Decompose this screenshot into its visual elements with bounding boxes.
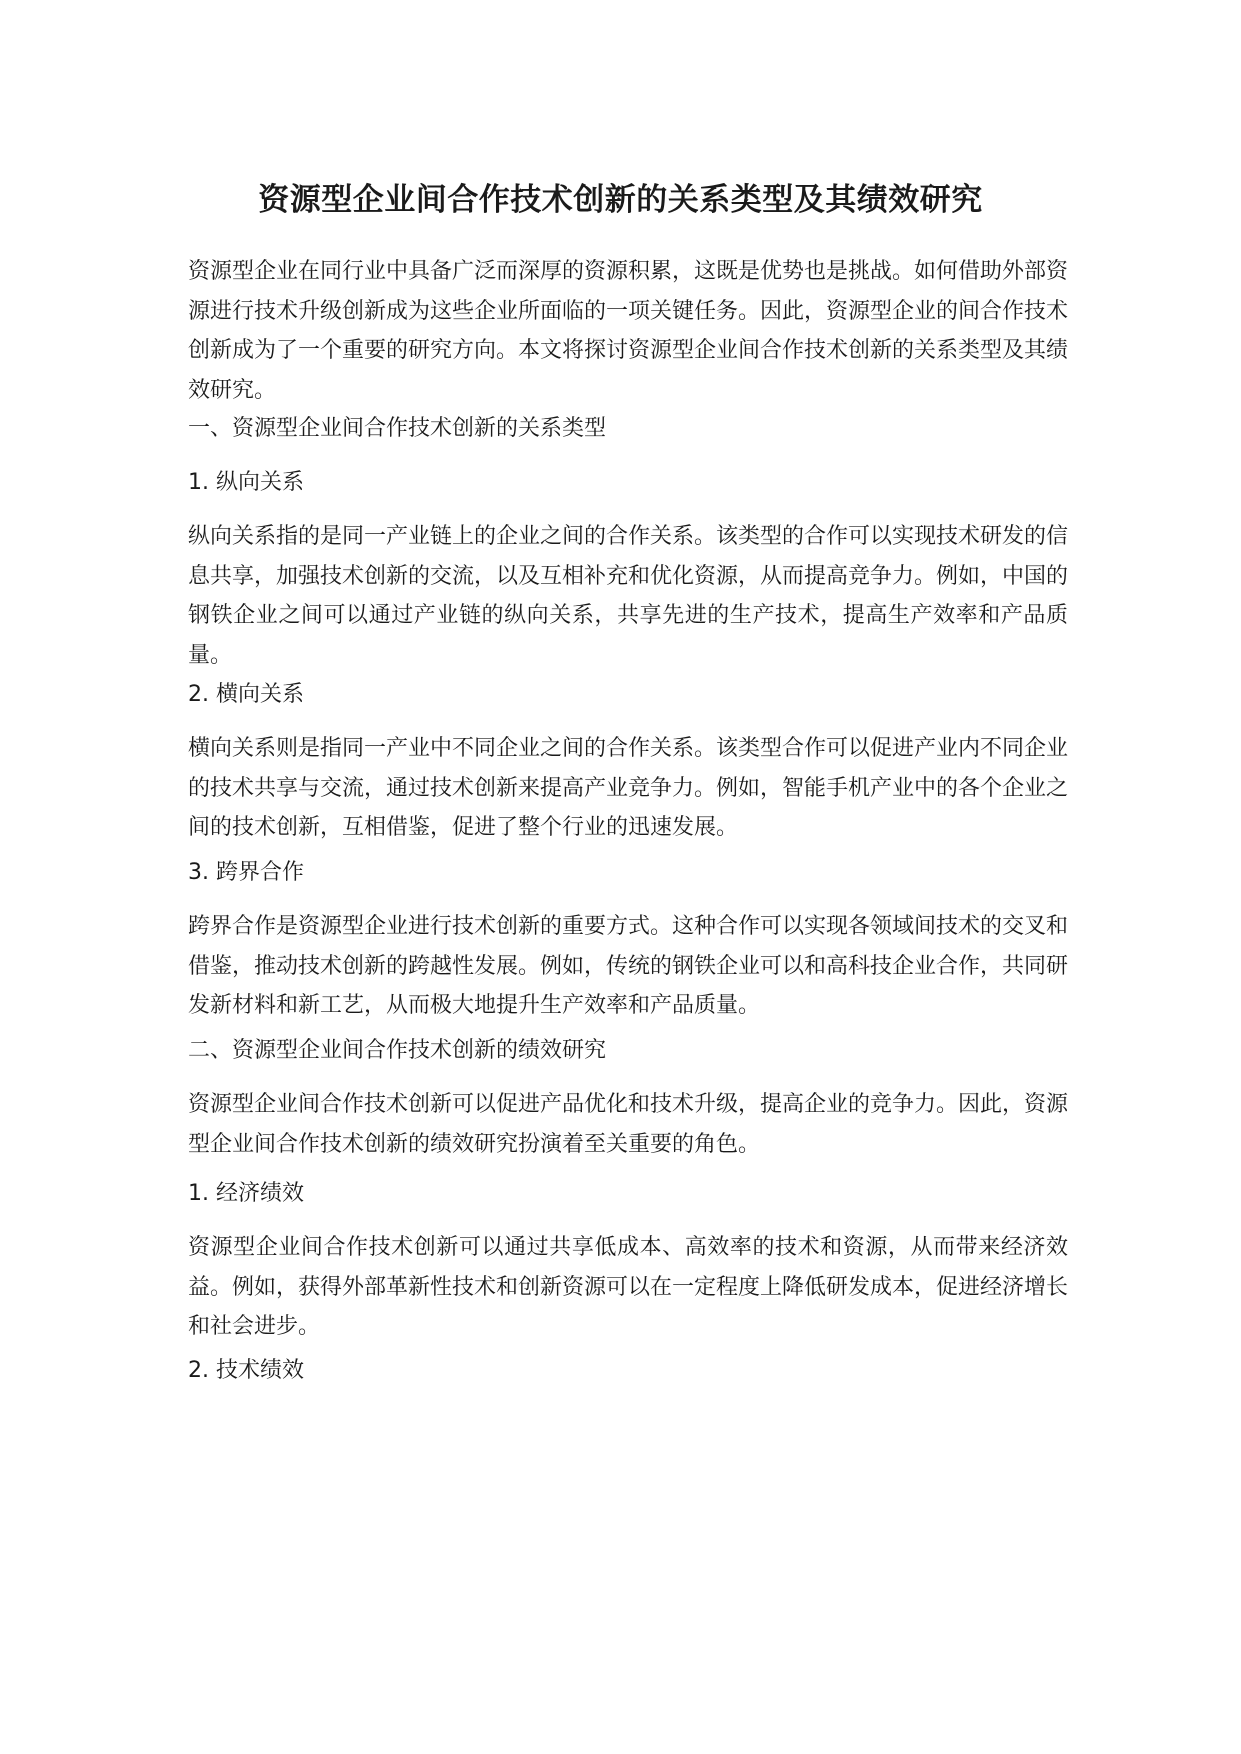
subsection-1-3-paragraph: 跨界合作是资源型企业进行技术创新的重要方式。这种合作可以实现各领域间技术的交叉和借鉴，推动技术创新的跨越性发展。例如，传统的钢铁企业可以和高科技企业合作，共同研发新材料和新工艺，从而极大地提升生产效率和产品质量。 <box>188 914 1069 1018</box>
subsection-1-3-heading: 3. 跨界合作 <box>188 860 304 885</box>
subsection-1-2-paragraph: 横向关系则是指同一产业中不同企业之间的合作关系。该类型合作可以促进产业内不同企业的技术共享与交流，通过技术创新来提高产业竞争力。例如，智能手机产业中的各个企业之间的技术创新，互相借鉴，促进了整个行业的迅速发展。 <box>188 736 1069 840</box>
subsection-2-1-heading: 1. 经济绩效 <box>188 1181 304 1206</box>
subsection-1-2-heading: 2. 横向关系 <box>188 682 304 707</box>
subsection-2-2-heading: 2. 技术绩效 <box>188 1358 304 1383</box>
document-title: 资源型企业间合作技术创新的关系类型及其绩效研究 <box>258 182 983 218</box>
section-2-paragraph: 资源型企业间合作技术创新可以促进产品优化和技术升级，提高企业的竞争力。因此，资源型企业间合作技术创新的绩效研究扮演着至关重要的角色。 <box>188 1092 1069 1157</box>
intro-paragraph: 资源型企业在同行业中具备广泛而深厚的资源积累，这既是优势也是挑战。如何借助外部资源进行技术升级创新成为这些企业所面临的一项关键任务。因此，资源型企业的间合作技术创新成为了一个重要的研究方向。本文将探讨资源型企业间合作技术创新的关系类型及其绩效研究。 <box>188 259 1069 403</box>
section-2-heading: 二、资源型企业间合作技术创新的绩效研究 <box>188 1038 607 1063</box>
subsection-1-1-heading: 1. 纵向关系 <box>188 470 304 495</box>
subsection-2-1-paragraph: 资源型企业间合作技术创新可以通过共享低成本、高效率的技术和资源，从而带来经济效益。例如，获得外部革新性技术和创新资源可以在一定程度上降低研发成本，促进经济增长和社会进步。 <box>188 1235 1069 1339</box>
subsection-1-1-paragraph: 纵向关系指的是同一产业链上的企业之间的合作关系。该类型的合作可以实现技术研发的信息共享，加强技术创新的交流，以及互相补充和优化资源，从而提高竞争力。例如，中国的钢铁企业之间可以通过产业链的纵向关系，共享先进的生产技术，提高生产效率和产品质量。 <box>188 524 1069 668</box>
section-1-heading: 一、资源型企业间合作技术创新的关系类型 <box>188 416 607 441</box>
